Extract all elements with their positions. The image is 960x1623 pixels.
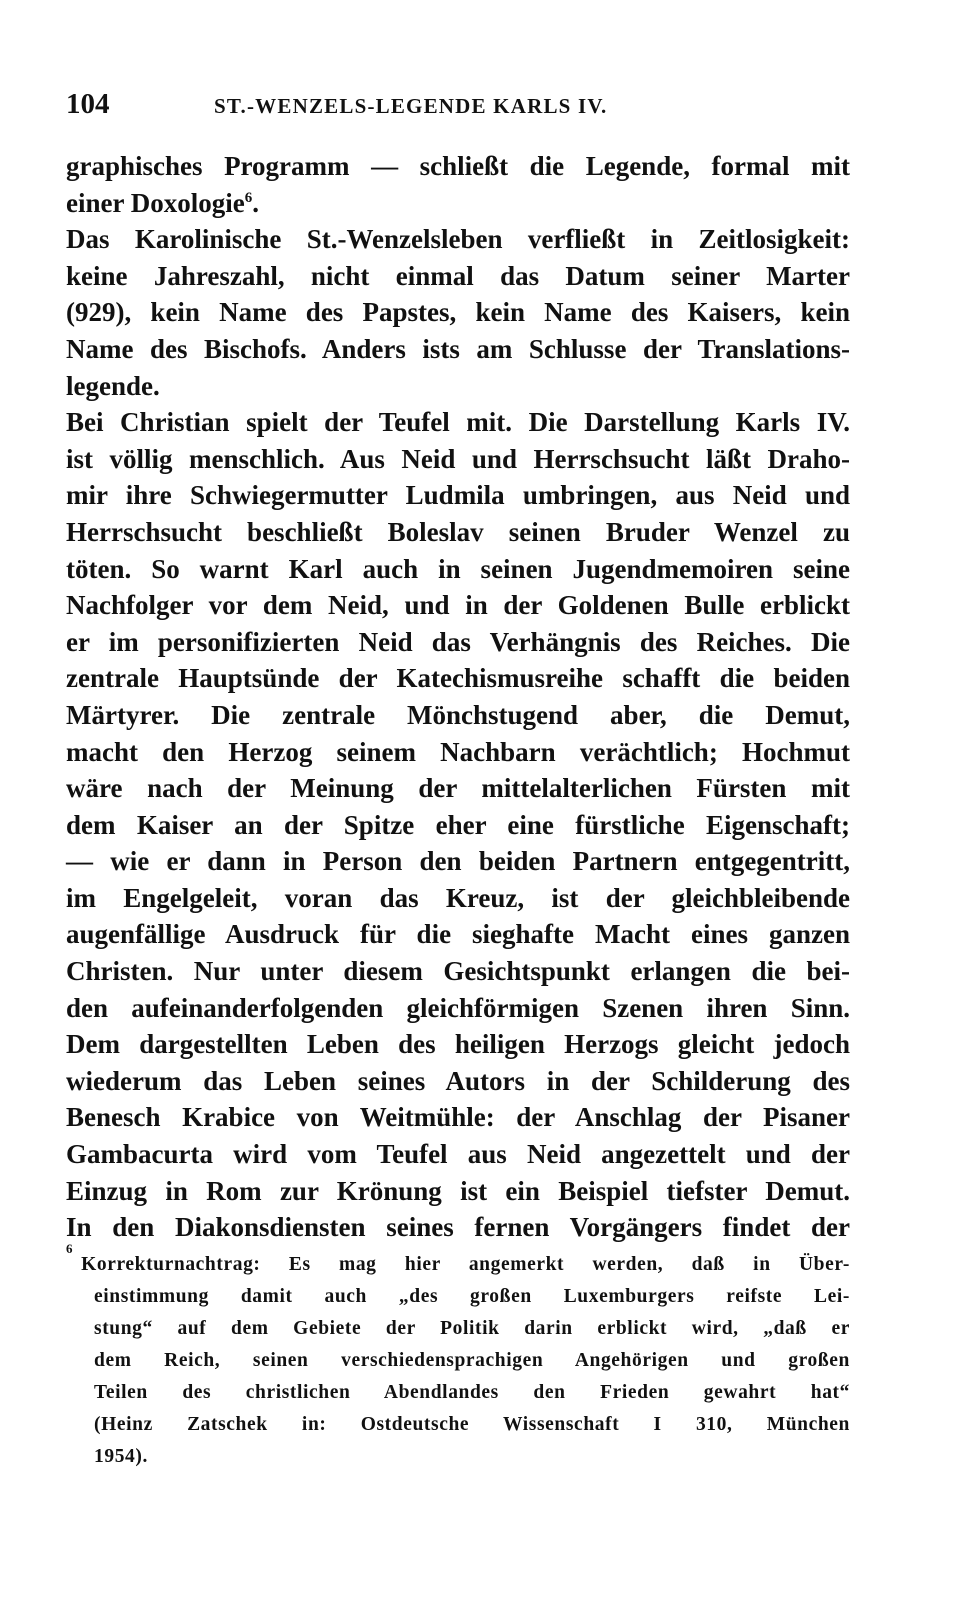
text-line: wäre nach der Meinung der mittelalterlichen Fürsten mit: [66, 773, 850, 804]
text-line: Herrschsucht beschließt Boleslav seinen Bruder Wenzel zu: [66, 516, 850, 547]
footnote-line: (Heinz Zatschek in: Ostdeutsche Wissenschaft I 310, München: [94, 1414, 850, 1435]
text-line: — wie er dann in Person den beiden Partnern entgegentritt,: [66, 846, 850, 877]
text-line: Einzug in Rom zur Krönung ist ein Beispiel tiefster Demut.: [66, 1175, 850, 1206]
text-line: In den Diakonsdiensten seines fernen Vorgängers findet der: [66, 1212, 850, 1243]
text-line: Name des Bischofs. Anders ists am Schlusse der Translations-: [66, 333, 850, 364]
text-line: im Engelgeleit, voran das Kreuz, ist der gleichbleibende: [66, 882, 850, 913]
footnote-reference: 6: [244, 189, 253, 206]
text-line: (929), kein Name des Papstes, kein Name des Kaisers, kein: [66, 297, 850, 328]
text-line: legende.: [66, 370, 160, 401]
text-line: [66, 185, 850, 222]
footnote-line: dem Reich, seinen verschiedensprachigen Angehörigen und großen: [94, 1350, 850, 1371]
text-line: dem Kaiser an der Spitze eher eine fürstliche Eigenschaft;: [66, 809, 850, 840]
text-line: er im personifizierten Neid das Verhängnis des Reiches. Die: [66, 626, 850, 657]
text-line-content: einer Doxologie: [66, 187, 245, 218]
text-line: den aufeinanderfolgenden gleichförmigen Szenen ihren Sinn.: [66, 992, 850, 1023]
text-line: keine Jahreszahl, nicht einmal das Datum seiner Marter: [66, 260, 850, 291]
text-line: Dem dargestellten Leben des heiligen Herzogs gleicht jedoch: [66, 1029, 850, 1060]
page-number: 104: [66, 88, 110, 120]
text-line: Märtyrer. Die zentrale Mönchstugend aber, die Demut,: [66, 699, 850, 730]
text-line: graphisches Programm — schließt die Legende, formal mit: [66, 151, 850, 181]
running-head: ST.-WENZELS-LEGENDE KARLS IV.: [214, 94, 608, 118]
footnote-line-content: Korrekturnachtrag: Es mag hier angemerkt werden, daß in Über-: [81, 1254, 850, 1275]
footnote-line: [66, 1241, 850, 1281]
text-line: Christen. Nur unter diesem Gesichtspunkt erlangen die bei-: [66, 956, 850, 987]
footnote-line: Teilen des christlichen Abendlandes den Frieden gewahrt hat“: [94, 1382, 850, 1403]
body-text: [66, 148, 850, 1246]
footnote-line: einstimmung damit auch „des großen Luxemburgers reifste Lei-: [94, 1286, 850, 1307]
sentence-end: .: [252, 187, 259, 218]
footnote: [66, 1241, 850, 1473]
text-line: ist völlig menschlich. Aus Neid und Herrschsucht läßt Draho-: [66, 443, 850, 474]
footnote-marker: 6: [66, 1241, 74, 1256]
footnote-line: 1954).: [94, 1446, 148, 1467]
text-line: Nachfolger vor dem Neid, und in der Goldenen Bulle erblickt: [66, 590, 850, 621]
text-line: Das Karolinische St.-Wenzelsleben verfließt in Zeitlosigkeit:: [66, 224, 850, 255]
text-line: mir ihre Schwiegermutter Ludmila umbringen, aus Neid und: [66, 480, 850, 511]
text-line: wiederum das Leben seines Autors in der Schilderung des: [66, 1065, 850, 1096]
text-line: macht den Herzog seinem Nachbarn verächtlich; Hochmut: [66, 736, 850, 767]
text-line: töten. So warnt Karl auch in seinen Jugendmemoiren seine: [66, 553, 850, 584]
text-line: Gambacurta wird vom Teufel aus Neid angezettelt und der: [66, 1139, 850, 1170]
text-line: augenfällige Ausdruck für die sieghafte Macht eines ganzen: [66, 919, 850, 950]
text-line: Bei Christian spielt der Teufel mit. Die Darstellung Karls IV.: [66, 407, 850, 438]
page-header: [66, 88, 866, 128]
text-line: zentrale Hauptsünde der Katechismusreihe schafft die beiden: [66, 663, 850, 694]
text-line: Benesch Krabice von Weitmühle: der Anschlag der Pisaner: [66, 1102, 850, 1133]
footnote-line: stung“ auf dem Gebiete der Politik darin erblickt wird, „daß er: [94, 1318, 850, 1339]
